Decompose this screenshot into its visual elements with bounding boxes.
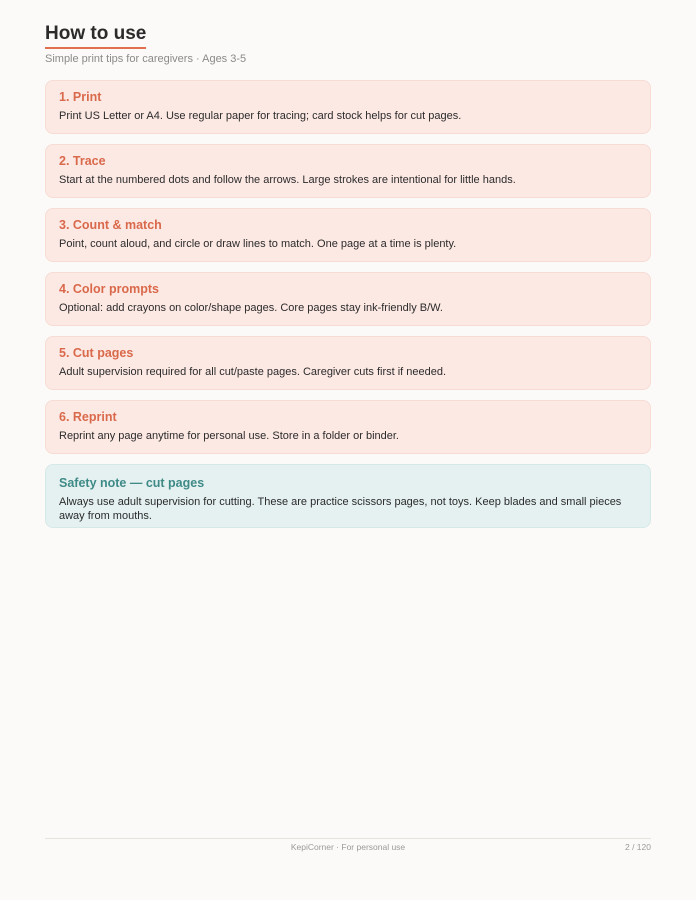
footer-page-number: 2 / 120 bbox=[625, 842, 651, 852]
step-text: Point, count aloud, and circle or draw lines to match. One page at a time is plenty. bbox=[59, 238, 457, 250]
step-text: Print US Letter or A4. Use regular paper for tracing; card stock helps for cut pages. bbox=[59, 110, 462, 122]
step-card-print bbox=[45, 80, 651, 134]
step-text: Adult supervision required for all cut/paste pages. Caregiver cuts first if needed. bbox=[59, 366, 447, 378]
safety-note-card bbox=[45, 464, 651, 528]
step-title: 1. Print bbox=[59, 90, 102, 104]
safety-note-text: Always use adult supervision for cutting. These are practice scissors pages, not toys. Keep blades and small pieces away from mouths. bbox=[59, 496, 622, 522]
step-title: 4. Color prompts bbox=[59, 282, 160, 296]
step-title: 3. Count & match bbox=[59, 218, 162, 232]
step-text: Start at the numbered dots and follow the arrows. Large strokes are intentional for little hands. bbox=[59, 174, 516, 186]
step-title: 6. Reprint bbox=[59, 410, 117, 424]
page-subtitle: Simple print tips for caregivers · Ages 3-5 bbox=[45, 53, 247, 65]
page-title: How to use bbox=[45, 22, 146, 49]
steps-list bbox=[45, 80, 651, 538]
footer-divider bbox=[45, 838, 651, 839]
step-card-reprint bbox=[45, 400, 651, 454]
document-page bbox=[45, 0, 651, 900]
footer-brand-text: KepiCorner · For personal use bbox=[290, 842, 406, 852]
step-card-color-prompts bbox=[45, 272, 651, 326]
step-text: Optional: add crayons on color/shape pages. Core pages stay ink-friendly B/W. bbox=[59, 302, 443, 314]
safety-note-title: Safety note — cut pages bbox=[59, 476, 205, 490]
step-card-cut-pages bbox=[45, 336, 651, 390]
step-title: 5. Cut pages bbox=[59, 346, 134, 360]
step-title: 2. Trace bbox=[59, 154, 106, 168]
step-card-count-match bbox=[45, 208, 651, 262]
step-text: Reprint any page anytime for personal use. Store in a folder or binder. bbox=[59, 430, 399, 442]
step-card-trace bbox=[45, 144, 651, 198]
